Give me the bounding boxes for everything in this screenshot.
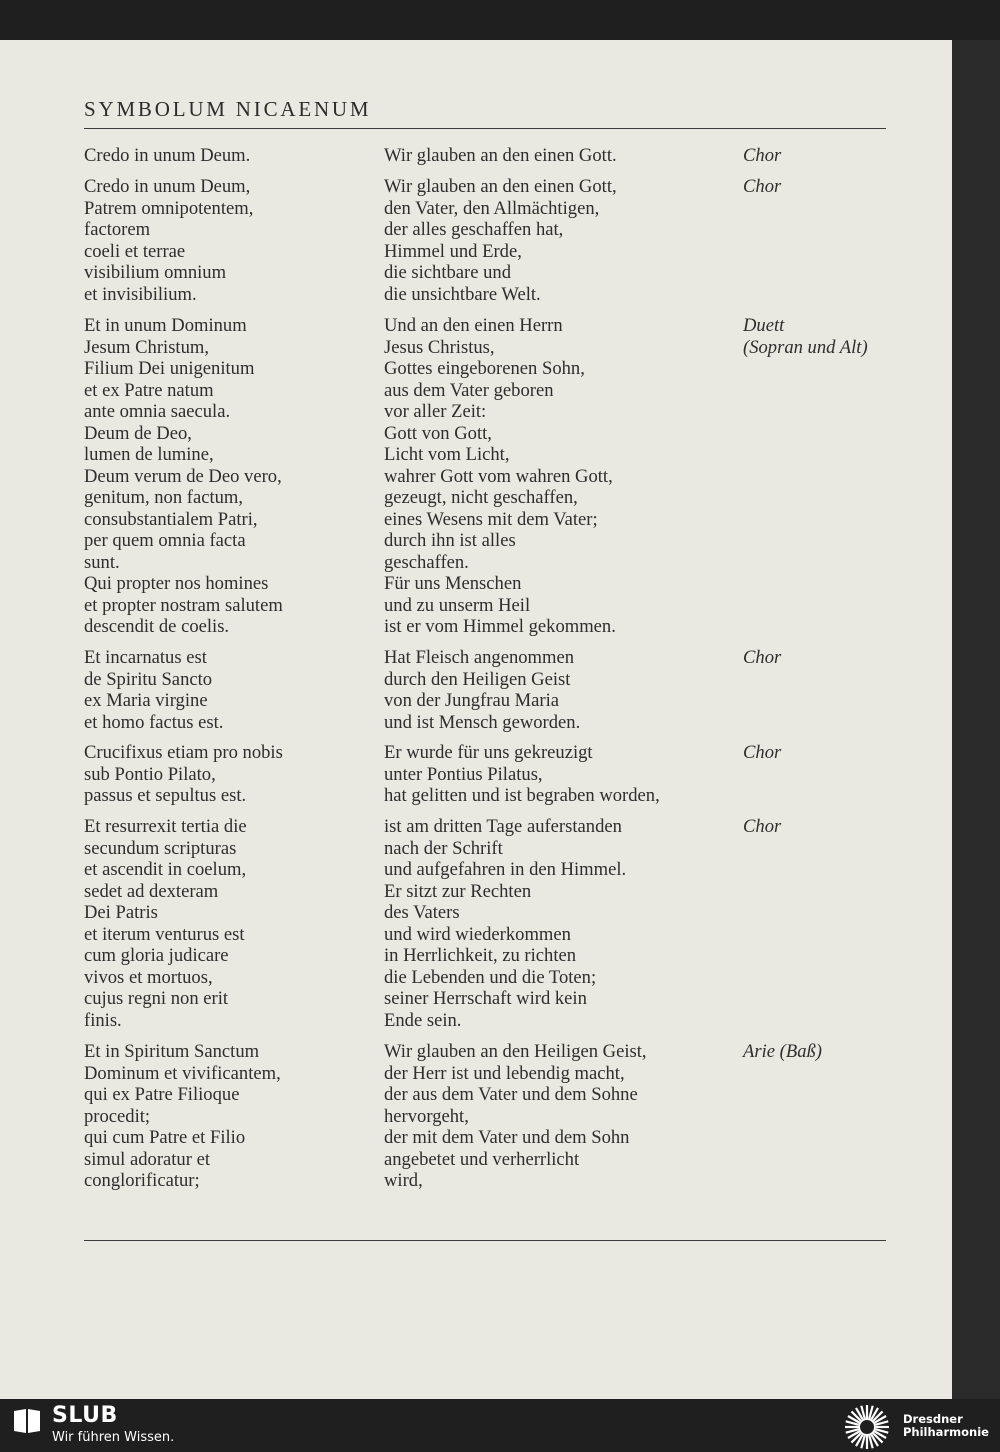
latin-line: Jesum Christum,: [84, 336, 209, 358]
latin-line: Et in unum Dominum: [84, 315, 247, 336]
latin-line: secundum scripturas: [84, 837, 237, 859]
latin-line: sedet ad dexteram: [84, 880, 219, 902]
latin-line: descendit de coelis.: [84, 616, 230, 637]
german-line: seiner Herrschaft wird kein: [384, 988, 587, 1009]
german-column: [384, 315, 616, 638]
german-line: wird,: [384, 1170, 423, 1191]
german-line: Hat Fleisch angenommen: [384, 647, 575, 668]
orchestra-logo-icon: [842, 1402, 892, 1452]
latin-line: Dominum et vivificantem,: [84, 1062, 281, 1084]
latin-line: Qui propter nos homines: [84, 573, 269, 594]
latin-line: consubstantialem Patri,: [84, 508, 258, 530]
voice-column: [743, 1041, 822, 1063]
latin-line: Et incarnatus est: [84, 647, 207, 668]
latin-line: ex Maria virgine: [84, 690, 208, 711]
german-line: die unsichtbare Welt.: [384, 283, 541, 305]
latin-line: genitum, non factum,: [84, 487, 244, 508]
german-line: die sichtbare und: [384, 262, 512, 283]
latin-line: cum gloria judicare: [84, 945, 229, 966]
german-line: der aus dem Vater und dem Sohne: [384, 1084, 638, 1105]
voice-column: [743, 176, 781, 198]
latin-column: [84, 315, 283, 638]
latin-column: [84, 742, 283, 807]
latin-line: vivos et mortuos,: [84, 966, 213, 988]
german-line: Gottes eingeborenen Sohn,: [384, 358, 585, 379]
german-line: gezeugt, nicht geschaffen,: [384, 487, 578, 508]
latin-line: sub Pontio Pilato,: [84, 763, 216, 785]
german-line: wahrer Gott vom wahren Gott,: [384, 465, 613, 487]
german-line: eines Wesens mit dem Vater;: [384, 508, 598, 530]
latin-line: per quem omnia facta: [84, 530, 246, 551]
german-column: [384, 145, 617, 167]
latin-line: coeli et terrae: [84, 240, 186, 262]
latin-column: [84, 145, 250, 167]
german-line: Für uns Menschen: [384, 573, 522, 594]
latin-line: simul adoratur et: [84, 1148, 210, 1170]
library-name: SLUB: [52, 1403, 118, 1428]
latin-line: Et in Spiritum Sanctum: [84, 1041, 260, 1062]
german-line: Wir glauben an den einen Gott,: [384, 176, 617, 197]
german-line: durch ihn ist alles: [384, 530, 516, 551]
german-line: der Herr ist und lebendig macht,: [384, 1062, 625, 1084]
latin-line: et homo factus est.: [84, 711, 224, 733]
german-line: unter Pontius Pilatus,: [384, 763, 543, 785]
bottom-rule: [84, 1240, 886, 1241]
latin-line: sunt.: [84, 551, 120, 573]
latin-column: [84, 647, 223, 733]
latin-line: lumen de lumine,: [84, 444, 214, 465]
german-line: den Vater, den Allmächtigen,: [384, 197, 600, 219]
german-line: durch den Heiligen Geist: [384, 668, 571, 690]
voice-label: Duett: [743, 315, 785, 336]
german-line: Himmel und Erde,: [384, 240, 522, 262]
voice-column: [743, 315, 868, 358]
latin-line: cujus regni non erit: [84, 988, 229, 1009]
german-line: und aufgefahren in den Himmel.: [384, 859, 627, 880]
latin-line: Credo in unum Deum,: [84, 176, 251, 197]
german-line: die Lebenden und die Toten;: [384, 966, 597, 988]
german-line: Gott von Gott,: [384, 422, 492, 444]
latin-line: finis.: [84, 1009, 122, 1031]
voice-column: [743, 816, 781, 838]
voice-column: [743, 647, 781, 669]
latin-column: [84, 1041, 281, 1192]
german-line: und zu unserm Heil: [384, 594, 531, 616]
german-line: der mit dem Vater und dem Sohn: [384, 1127, 630, 1148]
german-line: angebetet und verherrlicht: [384, 1148, 580, 1170]
german-line: aus dem Vater geboren: [384, 379, 554, 401]
orchestra-name-line1: Dresdner: [903, 1412, 963, 1426]
latin-line: et iterum venturus est: [84, 923, 245, 945]
german-column: [384, 816, 626, 1031]
german-line: Und an den einen Herrn: [384, 315, 563, 336]
german-column: [384, 176, 617, 305]
german-line: hat gelitten und ist begraben worden,: [384, 785, 660, 806]
german-line: Er wurde für uns gekreuzigt: [384, 742, 593, 763]
top-rule: [84, 128, 886, 129]
library-tagline: Wir führen Wissen.: [52, 1430, 175, 1445]
latin-line: qui cum Patre et Filio: [84, 1127, 246, 1148]
german-line: und ist Mensch geworden.: [384, 711, 581, 733]
latin-line: Et resurrexit tertia die: [84, 816, 247, 837]
voice-label: Chor: [743, 816, 782, 837]
latin-line: Deum verum de Deo vero,: [84, 465, 282, 487]
voice-column: [743, 742, 781, 764]
latin-line: Crucifixus etiam pro nobis: [84, 742, 283, 763]
orchestra-name-line2: Philharmonie: [903, 1425, 989, 1439]
german-line: ist er vom Himmel gekommen.: [384, 616, 616, 637]
latin-column: [84, 816, 247, 1031]
german-line: hervorgeht,: [384, 1105, 469, 1127]
german-line: Er sitzt zur Rechten: [384, 880, 532, 902]
latin-line: et ascendit in coelum,: [84, 859, 247, 880]
german-line: Wir glauben an den Heiligen Geist,: [384, 1041, 647, 1062]
book-icon: [12, 1406, 42, 1436]
latin-line: conglorificatur;: [84, 1170, 200, 1191]
latin-line: factorem: [84, 219, 151, 240]
latin-line: Filium Dei unigenitum: [84, 358, 255, 379]
latin-line: Credo in unum Deum.: [84, 145, 251, 166]
footer-bar: [0, 1399, 1000, 1449]
voice-label: Chor: [743, 742, 782, 763]
german-line: Wir glauben an den einen Gott.: [384, 145, 617, 166]
latin-line: procedit;: [84, 1105, 151, 1127]
latin-line: et invisibilium.: [84, 283, 197, 305]
german-line: geschaffen.: [384, 551, 469, 573]
german-line: ist am dritten Tage auferstanden: [384, 816, 622, 837]
german-line: von der Jungfrau Maria: [384, 690, 560, 711]
german-line: der alles geschaffen hat,: [384, 219, 564, 240]
latin-line: ante omnia saecula.: [84, 401, 231, 422]
german-line: vor aller Zeit:: [384, 401, 487, 422]
latin-line: et propter nostram salutem: [84, 594, 283, 616]
latin-line: Deum de Deo,: [84, 422, 192, 444]
german-line: des Vaters: [384, 902, 460, 923]
german-column: [384, 1041, 647, 1192]
german-column: [384, 742, 660, 807]
latin-line: passus et sepultus est.: [84, 785, 247, 806]
latin-line: qui ex Patre Filioque: [84, 1084, 240, 1105]
voice-label: Chor: [743, 145, 782, 166]
german-column: [384, 647, 580, 733]
voice-column: [743, 145, 781, 167]
scan-edge: [952, 40, 1000, 1399]
latin-column: [84, 176, 253, 305]
voice-label: Arie (Baß): [743, 1041, 822, 1062]
orchestra-name: [903, 1413, 989, 1439]
german-line: Jesus Christus,: [384, 336, 495, 358]
german-line: Licht vom Licht,: [384, 444, 510, 465]
german-line: in Herrlichkeit, zu richten: [384, 945, 577, 966]
latin-line: visibilium omnium: [84, 262, 227, 283]
german-line: Ende sein.: [384, 1009, 462, 1031]
german-line: nach der Schrift: [384, 837, 503, 859]
german-line: und wird wiederkommen: [384, 923, 571, 945]
voice-label: Chor: [743, 176, 782, 197]
page-heading: SYMBOLUM NICAENUM: [84, 97, 372, 121]
latin-line: Patrem omnipotentem,: [84, 197, 254, 219]
voice-label: (Sopran und Alt): [743, 336, 868, 358]
latin-line: de Spiritu Sancto: [84, 668, 213, 690]
voice-label: Chor: [743, 647, 782, 668]
latin-line: Dei Patris: [84, 902, 158, 923]
latin-line: et ex Patre natum: [84, 379, 214, 401]
